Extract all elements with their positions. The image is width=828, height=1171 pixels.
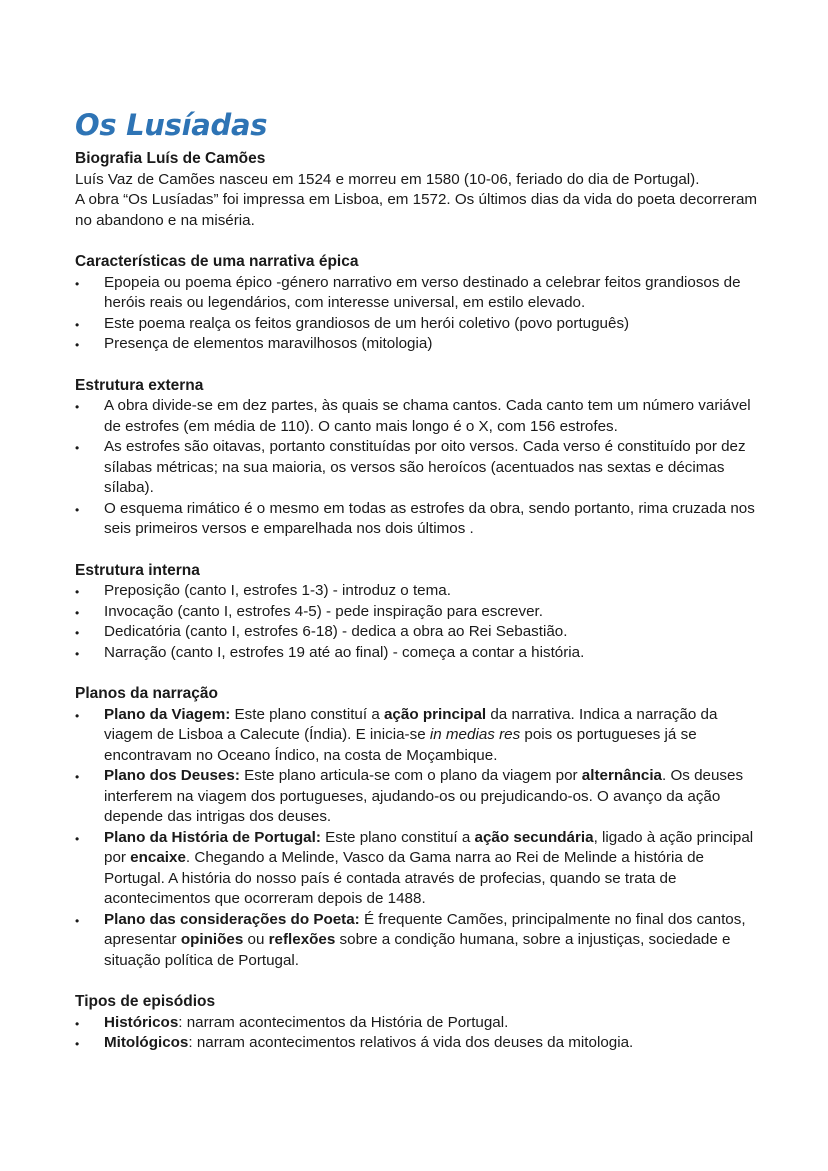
list-item bbox=[75, 273, 768, 314]
bullet-icon: • bbox=[75, 1037, 80, 1051]
list-item bbox=[75, 622, 768, 643]
heading-estrutura-interna: Estrutura interna bbox=[75, 561, 200, 579]
externa-list bbox=[75, 396, 768, 540]
text-run: sobre a condição humana, sobre a injustiças, sociedade e situação política de Portugal. bbox=[104, 931, 731, 969]
bullet-icon: • bbox=[75, 913, 80, 928]
bullet-icon: • bbox=[75, 605, 80, 620]
text-run: ou bbox=[243, 931, 269, 948]
caracteristicas-list bbox=[75, 273, 768, 355]
heading-biografia: Biografia Luís de Camões bbox=[75, 150, 266, 167]
text-run: . Chegando a Melinde, Vasco da Gama narra ao Rei de Melinde a história de Portugal. A história do nosso país é contada através de profecias, quando se trata de acontecimentos que ocorreram depois de 1488. bbox=[104, 849, 704, 907]
bullet-icon: • bbox=[75, 400, 80, 414]
text-run: . Os deuses interferem na viagem dos portugueses, ajudando-os ou prejudicando-os. O avanço da ação depende das intrigas dos deuses. bbox=[104, 767, 744, 825]
bullet-icon: • bbox=[75, 831, 80, 846]
heading-planos-narracao: Planos da narração bbox=[75, 685, 219, 702]
list-item-text: Epopeia ou poema épico -género narrativo em verso destinado a celebrar feitos grandiosos de heróis reais ou legendários, com interesse universal, em estilo elevado. bbox=[104, 273, 741, 311]
planos-list bbox=[75, 705, 768, 972]
bullet-icon: • bbox=[75, 441, 80, 455]
bullet-icon: • bbox=[75, 626, 80, 640]
list-item-historicos bbox=[75, 1013, 768, 1034]
list-item-text: As estrofes são oitavas, portanto constituídas por oito versos. Cada verso é constituído por dez sílabas métricas; na sua maioria, os versos são heroícos (acentuados nas sextas e décimas sílaba). bbox=[104, 438, 746, 496]
list-item-plano-deuses bbox=[75, 766, 768, 828]
list-item-text: A obra divide-se em dez partes, às quais se chama cantos. Cada canto tem um número variável de estrofes (em média de 110). O canto mais longo é o X, com 156 estrofes. bbox=[104, 397, 751, 435]
list-item bbox=[75, 499, 768, 540]
text-run: Este plano constituí a bbox=[320, 828, 475, 846]
plano-viagem-label: Plano da Viagem: bbox=[104, 705, 231, 723]
biografia-line-2: A obra “Os Lusíadas” foi impressa em Lisboa, em 1572. Os últimos dias da vida do poeta decorreram no abandono e na miséria. bbox=[75, 191, 758, 229]
bullet-icon: • bbox=[75, 585, 80, 599]
text-run: : narram acontecimentos relativos á vida dos deuses da mitologia. bbox=[188, 1034, 634, 1051]
bullet-icon: • bbox=[75, 1016, 80, 1031]
list-item-text: O esquema rimático é o mesmo em todas as estrofes da obra, sendo portanto, rima cruzada nos seis primeiros versos e emparelhada nos dois últimos . bbox=[104, 499, 755, 537]
biografia-line-1: Luís Vaz de Camões nasceu em 1524 e morreu em 1580 (10-06, feriado do dia de Portugal). bbox=[75, 170, 700, 188]
interna-list bbox=[75, 581, 768, 663]
plano-deuses-label: Plano dos Deuses: bbox=[104, 767, 240, 784]
list-item bbox=[75, 334, 768, 355]
section-planos-narracao bbox=[75, 684, 768, 971]
list-item-mitologicos bbox=[75, 1033, 768, 1054]
document-title: Os Lusíadas bbox=[75, 108, 268, 142]
italic-term: in medias res bbox=[429, 726, 521, 743]
list-item-text: Presença de elementos maravilhosos (mitologia) bbox=[104, 335, 433, 352]
text-run: , ligado à ação principal por bbox=[104, 828, 754, 866]
heading-caracteristicas: Características de uma narrativa épica bbox=[75, 253, 359, 270]
bold-term: encaixe bbox=[130, 849, 186, 866]
episodios-list bbox=[75, 1013, 768, 1054]
section-tipos-episodios bbox=[75, 992, 768, 1054]
bold-term: opiniões bbox=[180, 931, 244, 948]
list-item-plano-historia bbox=[75, 828, 768, 910]
list-item-plano-poeta bbox=[75, 910, 768, 972]
section-biografia bbox=[75, 149, 768, 231]
list-item bbox=[75, 396, 768, 437]
text-run: : narram acontecimentos da História de Portugal. bbox=[178, 1013, 509, 1031]
list-item-plano-viagem bbox=[75, 705, 768, 767]
plano-historia-label: Plano da História de Portugal: bbox=[104, 828, 321, 846]
bullet-icon: • bbox=[75, 770, 80, 784]
plano-poeta-label: Plano das considerações do Poeta: bbox=[104, 910, 360, 928]
bold-term: ação principal bbox=[383, 705, 487, 723]
heading-tipos-episodios: Tipos de episódios bbox=[75, 993, 216, 1010]
text-run: Este plano articula-se com o plano da viagem por bbox=[239, 767, 582, 784]
list-item-text: Este poema realça os feitos grandiosos de um herói coletivo (povo português) bbox=[104, 314, 630, 332]
bullet-icon: • bbox=[75, 317, 80, 332]
bold-term: Mitológicos bbox=[104, 1034, 189, 1051]
heading-estrutura-externa: Estrutura externa bbox=[75, 376, 204, 394]
text-run: da narrativa. Indica a narração da viagem de Lisboa a Calecute (Índia). E inicia-se bbox=[104, 705, 718, 743]
text-run: Este plano constituí a bbox=[230, 705, 384, 723]
list-item bbox=[75, 314, 768, 335]
bullet-icon: • bbox=[75, 502, 80, 517]
text-run: É frequente Camões, principalmente no final dos cantos, apresentar bbox=[104, 910, 746, 948]
list-item bbox=[75, 602, 768, 623]
list-item-text: Invocação (canto I, estrofes 4-5) - pede inspiração para escrever. bbox=[104, 602, 543, 620]
bullet-icon: • bbox=[75, 338, 80, 352]
bullet-icon: • bbox=[75, 276, 80, 291]
text-run: pois os portugueses já se encontravam no Oceano Índico, na costa de Moçambique. bbox=[104, 726, 697, 764]
list-item-text: Preposição (canto I, estrofes 1-3) - introduz o tema. bbox=[104, 582, 451, 599]
list-item bbox=[75, 437, 768, 499]
list-item-text: Narração (canto I, estrofes 19 até ao final) - começa a contar a história. bbox=[104, 643, 585, 661]
bullet-icon: • bbox=[75, 646, 80, 661]
section-caracteristicas bbox=[75, 252, 768, 355]
bold-term: ação secundária bbox=[474, 828, 594, 846]
bold-term: alternância bbox=[581, 767, 662, 784]
bullet-icon: • bbox=[75, 708, 80, 723]
bold-term: Históricos bbox=[104, 1013, 179, 1031]
list-item-text: Dedicatória (canto I, estrofes 6-18) - dedica a obra ao Rei Sebastião. bbox=[104, 623, 568, 640]
list-item bbox=[75, 581, 768, 602]
section-estrutura-externa bbox=[75, 376, 768, 540]
bold-term: reflexões bbox=[268, 931, 336, 948]
section-estrutura-interna bbox=[75, 561, 768, 664]
list-item bbox=[75, 643, 768, 664]
